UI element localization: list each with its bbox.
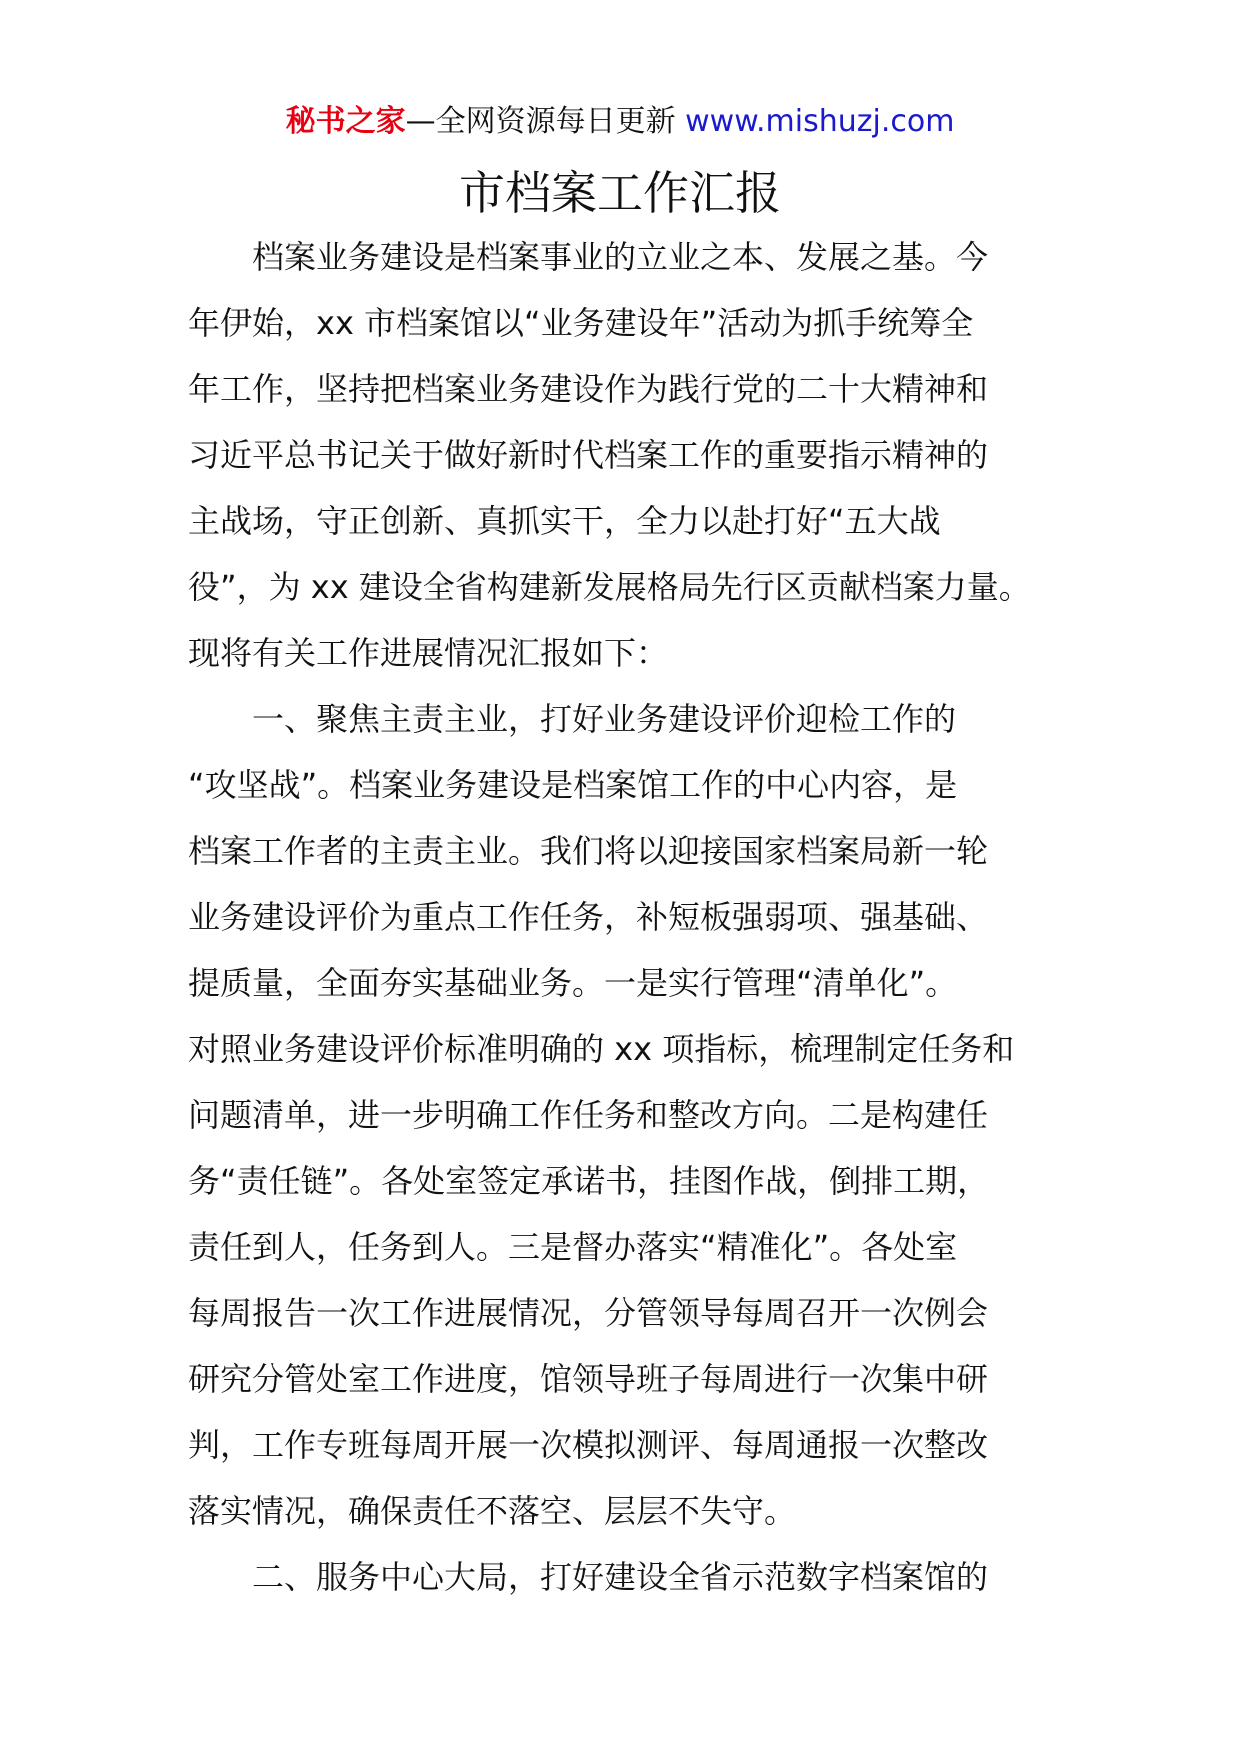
body-line: 役”，为 xx 建设全省构建新发展格局先行区贡献档案力量。 (188, 568, 1031, 606)
brand-name: 秘书之家 (285, 104, 406, 139)
body-line: 年工作，坚持把档案业务建设作为践行党的二十大精神和 (188, 370, 989, 408)
section-heading-line: 二、服务中心大局，打好建设全省示范数字档案馆的 (188, 1558, 989, 1596)
body-line: 落实情况，确保责任不落空、层层不失守。 (188, 1492, 797, 1530)
body-line: 习近平总书记关于做好新时代档案工作的重要指示精神的 (188, 436, 989, 474)
site-url[interactable]: www.mishuzj.com (685, 104, 955, 139)
body-line: 务“责任链”。各处室签定承诺书，挂图作战，倒排工期， (188, 1162, 990, 1200)
body-line: 对照业务建设评价标准明确的 xx 项指标，梳理制定任务和 (188, 1030, 1015, 1068)
body-line: 判，工作专班每周开展一次模拟测评、每周通报一次整改 (188, 1426, 989, 1464)
body-line: 业务建设评价为重点工作任务，补短板强弱项、强基础、 (188, 898, 989, 936)
section-heading-line: 一、聚焦主责主业，打好业务建设评价迎检工作的 (188, 700, 957, 738)
site-header (0, 100, 1240, 144)
body-line: 现将有关工作进展情况汇报如下： (188, 634, 669, 672)
body-line: 责任到人，任务到人。三是督办落实“精准化”。各处室 (188, 1228, 958, 1266)
body-line: 问题清单，进一步明确工作任务和整改方向。二是构建任 (188, 1096, 989, 1134)
body-line: 档案业务建设是档案事业的立业之本、发展之基。今 (188, 238, 989, 276)
body-line: 每周报告一次工作进展情况，分管领导每周召开一次例会 (188, 1294, 989, 1332)
body-line: 年伊始，xx 市档案馆以“业务建设年”活动为抓手统筹全 (188, 304, 974, 342)
document-title: 市档案工作汇报 (459, 166, 781, 220)
body-line: 研究分管处室工作进度，馆领导班子每周进行一次集中研 (188, 1360, 989, 1398)
body-line: “攻坚战”。档案业务建设是档案馆工作的中心内容，是 (188, 766, 958, 804)
header-slogan: —全网资源每日更新 (405, 104, 686, 139)
body-line: 档案工作者的主责主业。我们将以迎接国家档案局新一轮 (188, 832, 989, 870)
body-line: 主战场，守正创新、真抓实干，全力以赴打好“五大战 (188, 502, 941, 540)
body-line: 提质量，全面夯实基础业务。一是实行管理“清单化”。 (188, 964, 958, 1002)
document-body (188, 224, 1052, 1610)
